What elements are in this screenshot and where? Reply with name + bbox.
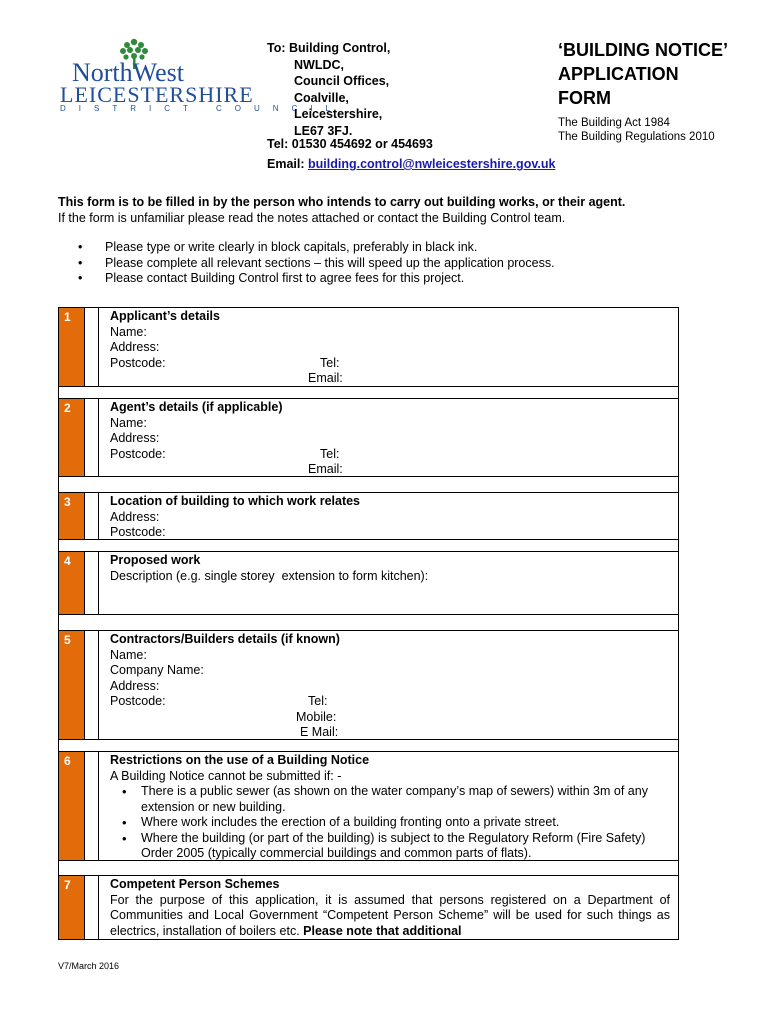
contractor-company-field[interactable]: Company Name: [110,663,204,677]
section-proposed-work [58,551,679,614]
section-location [58,492,679,539]
logo-district-council: DISTRICT COUNCIL [60,104,343,113]
agent-tel-field[interactable]: Tel: [320,446,340,461]
applicant-name-field[interactable]: Name: [110,324,147,339]
work-description-field[interactable]: Description (e.g. single storey extension to form kitchen): [110,568,429,583]
section-spacer [58,386,679,398]
title-line: ‘BUILDING NOTICE’ [558,40,728,60]
intro-bold: This form is to be filled in by the person who intends to carry out building works, or their agent. [58,195,626,209]
section-heading: Contractors/Builders details (if known) [110,632,340,646]
intro-normal: If the form is unfamiliar please read the notes attached or contact the Building Control team. [58,210,566,225]
section-heading: Applicant’s details [110,309,220,323]
logo-northwest: NorthWest [72,58,184,87]
address-block [267,40,390,140]
title-line: FORM [558,88,611,108]
section-number: 6 [59,752,85,860]
contractor-name-field[interactable]: Name: [110,647,147,662]
section-competent-person [58,875,679,940]
agent-address-field[interactable]: Address: [110,431,160,445]
contractor-email-field[interactable]: E Mail: [300,725,339,739]
restriction-item: • Where the building (or part of the building) is subject to the Regulatory Reform (Fire Safety) Order 2005 (typically commercial buildings and common parts of flats). [110,831,670,862]
section-number: 7 [59,876,85,939]
building-act: The Building Act 1984 [558,117,670,129]
section-spacer [58,860,679,875]
instruction-item: • Please complete all relevant sections – this will speed up the application process. [78,256,555,272]
legislation [558,116,715,144]
section-contractors [58,630,679,739]
instruction-item: • Please type or write clearly in block capitals, preferably in black ink. [78,240,555,256]
agent-postcode-field[interactable]: Postcode: [110,446,166,461]
section-spacer [58,614,679,630]
section-heading: Restrictions on the use of a Building Notice [110,753,370,767]
contractor-tel-field[interactable]: Tel: [308,694,328,708]
application-form [58,307,679,940]
intro-text [58,195,718,226]
section-heading: Proposed work [110,553,201,567]
section-restrictions [58,751,679,860]
applicant-address-field[interactable]: Address: [110,340,160,354]
applicant-email-field[interactable]: Email: [308,371,343,385]
section-heading: Agent’s details (if applicable) [110,400,283,414]
contact-email [267,157,555,171]
version-footer: V7/March 2016 [58,961,120,971]
logo-leicestershire: LEICESTERSHIRE [60,82,254,107]
section-heading: Location of building to which work relates [110,494,361,508]
location-postcode-field[interactable]: Postcode: [110,525,166,539]
title-line: APPLICATION [558,64,679,84]
address-line: LE67 3FJ. [294,123,353,138]
contractor-address-field[interactable]: Address: [110,678,160,693]
applicant-tel-field[interactable]: Tel: [320,355,340,370]
address-line: NWLDC, [294,57,344,72]
section-spacer [58,739,679,751]
address-line: Leicestershire, [294,107,383,122]
email-label: Email: [267,157,305,171]
section-number: 5 [59,631,85,739]
section-number: 4 [59,552,85,614]
address-line: Council Offices, [294,74,390,89]
competent-person-body: For the purpose of this application, it is assumed that persons registered on a Department of Communities and Local Government “Competent Person Scheme” will be used for such things as electrics, installation of boilers etc. [110,892,670,938]
section-spacer [58,476,679,492]
competent-person-text [110,893,670,940]
competent-person-note: Please note that additional [303,923,462,938]
instruction-list [78,240,555,287]
form-title [558,38,728,110]
section-spacer [58,539,679,551]
contractor-mobile-field[interactable]: Mobile: [296,709,337,724]
section-number: 2 [59,399,85,476]
instruction-item: • Please contact Building Control first to agree fees for this project. [78,271,555,287]
section-agent [58,398,679,476]
contractor-postcode-field[interactable]: Postcode: [110,694,166,708]
applicant-postcode-field[interactable]: Postcode: [110,355,166,370]
section-number: 3 [59,493,85,539]
section-heading: Competent Person Schemes [110,877,280,891]
restriction-item: • There is a public sewer (as shown on the water company’s map of sewers) within 3m of any extension or new building. [110,784,670,815]
agent-name-field[interactable]: Name: [110,415,147,430]
restrictions-intro: A Building Notice cannot be submitted if: - [110,768,342,783]
contact-telephone: Tel: 01530 454692 or 454693 [267,137,433,151]
agent-email-field[interactable]: Email: [308,462,343,476]
building-regulations: The Building Regulations 2010 [558,131,715,143]
address-to: To: Building Control, [267,41,391,55]
restriction-item: • Where work includes the erection of a building fronting onto a private street. [110,815,670,831]
location-address-field[interactable]: Address: [110,509,160,524]
restrictions-list [110,784,670,862]
address-line: Coalville, [294,90,349,105]
section-applicant [58,307,679,386]
section-number: 1 [59,308,85,386]
email-link[interactable]: building.control@nwleicestershire.gov.uk [308,157,556,171]
